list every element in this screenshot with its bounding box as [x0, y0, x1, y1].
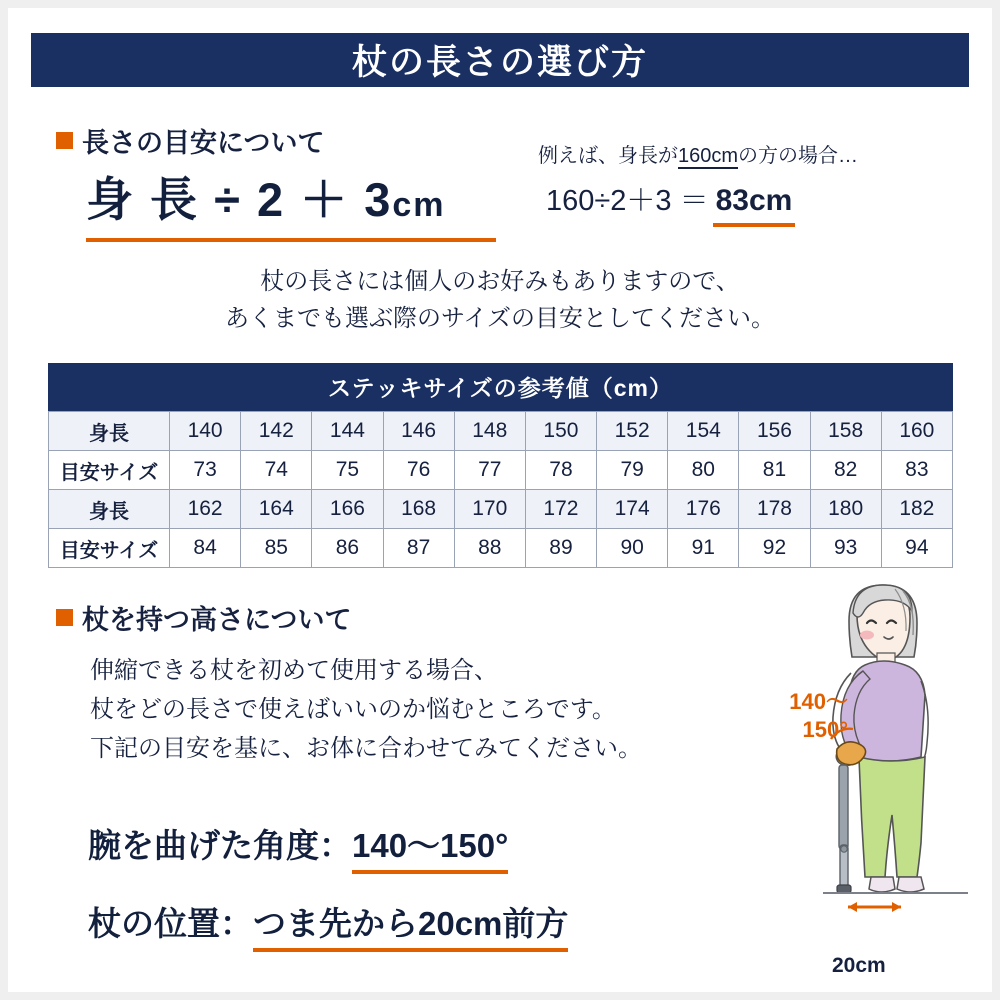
- table-cell: 144: [312, 412, 383, 451]
- grip-body-line-3: 下記の目安を基に、お体に合わせてみてください。: [90, 734, 642, 762]
- example-calculation: [546, 178, 795, 227]
- table-cell: 168: [383, 490, 454, 529]
- table-cell: 94: [881, 529, 952, 568]
- table-cell: 142: [241, 412, 312, 451]
- table-rowhead-height-1: 身長: [49, 412, 170, 451]
- table-cell: 92: [739, 529, 810, 568]
- illustration-angle-callout-line-2: 150°: [802, 716, 848, 742]
- example-intro-highlight: 160cm: [678, 145, 739, 167]
- table-cell: 87: [383, 529, 454, 568]
- section-heading-grip: [56, 598, 351, 637]
- table-cell: 150: [525, 412, 596, 451]
- cane-user-illustration: [753, 573, 983, 973]
- table-row: [49, 529, 953, 568]
- table-cell: 81: [739, 451, 810, 490]
- example-intro: [538, 139, 858, 168]
- table-rowhead-size-2: 目安サイズ: [49, 529, 170, 568]
- size-reference-table: [48, 363, 953, 568]
- table-cell: 180: [810, 490, 881, 529]
- table-row: [49, 490, 953, 529]
- table-cell: 90: [597, 529, 668, 568]
- table-cell: 83: [881, 451, 952, 490]
- formula-main: 身 長 ÷ 2 ＋ 3: [86, 173, 393, 226]
- table-cell: 86: [312, 529, 383, 568]
- table-cell: 160: [881, 412, 952, 451]
- table-cell: 91: [668, 529, 739, 568]
- table-cell: 77: [454, 451, 525, 490]
- table-cell: 174: [597, 490, 668, 529]
- position-label: 杖の位置：: [88, 905, 253, 942]
- table-row: [49, 451, 953, 490]
- formula-unit: cm: [392, 186, 446, 224]
- angle-value: 140〜150°: [352, 827, 508, 874]
- table-cell: 93: [810, 529, 881, 568]
- section-heading-grip-label: 杖を持つ高さについて: [82, 605, 352, 635]
- formula-height-divide: [86, 163, 496, 242]
- illustration-distance-callout: 20cm: [832, 954, 886, 977]
- table-cell: 74: [241, 451, 312, 490]
- table-rowhead-height-2: 身長: [49, 490, 170, 529]
- table-cell: 85: [241, 529, 312, 568]
- length-note: [8, 263, 992, 337]
- grip-body-line-1: 伸縮できる杖を初めて使用する場合、: [90, 657, 498, 684]
- table-cell: 172: [525, 490, 596, 529]
- table-cell: 170: [454, 490, 525, 529]
- table-cell: 164: [241, 490, 312, 529]
- example-calc-expression: 160÷2＋3 ＝: [546, 185, 709, 217]
- section-heading-length: [56, 121, 324, 160]
- table-cell: 178: [739, 490, 810, 529]
- size-reference-table-wrapper: [48, 363, 953, 568]
- position-value: つま先から20cm前方: [253, 905, 568, 952]
- grip-body-text: [90, 652, 642, 769]
- table-cell: 176: [668, 490, 739, 529]
- table-cell: 73: [170, 451, 241, 490]
- example-result: 83cm: [713, 184, 796, 227]
- size-reference-table-caption: ステッキサイズの参考値（cm）: [48, 363, 953, 411]
- square-bullet-icon: [56, 609, 73, 626]
- table-cell: 154: [668, 412, 739, 451]
- table-cell: 80: [668, 451, 739, 490]
- table-rowhead-size-1: 目安サイズ: [49, 451, 170, 490]
- table-cell: 146: [383, 412, 454, 451]
- illustration-angle-callout-line-1: 140〜: [789, 689, 848, 714]
- table-cell: 162: [170, 490, 241, 529]
- angle-statement: [88, 820, 508, 867]
- table-cell: 75: [312, 451, 383, 490]
- length-note-line-1: 杖の長さには個人のお好みもありますので、: [260, 268, 740, 295]
- page-title-bar: [31, 33, 969, 87]
- table-cell: 88: [454, 529, 525, 568]
- angle-label: 腕を曲げた角度：: [88, 827, 352, 864]
- table-cell: 182: [881, 490, 952, 529]
- table-cell: 156: [739, 412, 810, 451]
- page-inner: [8, 8, 992, 992]
- table-cell: 82: [810, 451, 881, 490]
- length-note-line-2: あくまでも選ぶ際のサイズの目安としてください。: [224, 305, 776, 333]
- table-cell: 166: [312, 490, 383, 529]
- table-cell: 89: [525, 529, 596, 568]
- table-cell: 76: [383, 451, 454, 490]
- table-cell: 158: [810, 412, 881, 451]
- page-title: 杖の長さの選び方: [351, 43, 648, 82]
- table-cell: 78: [525, 451, 596, 490]
- table-row: [49, 412, 953, 451]
- table-cell: 148: [454, 412, 525, 451]
- square-bullet-icon: [56, 132, 73, 149]
- illustration-angle-callout: [768, 688, 848, 743]
- table-cell: 140: [170, 412, 241, 451]
- table-cell: 152: [597, 412, 668, 451]
- position-statement: [88, 898, 568, 945]
- table-cell: 84: [170, 529, 241, 568]
- table-cell: 79: [597, 451, 668, 490]
- example-intro-c: の方の場合…: [738, 145, 859, 167]
- example-intro-a: 例えば、身長が: [538, 145, 678, 167]
- grip-body-line-2: 杖をどの長さで使えばいいのか悩むところです。: [90, 695, 616, 723]
- section-heading-length-label: 長さの目安について: [82, 128, 325, 158]
